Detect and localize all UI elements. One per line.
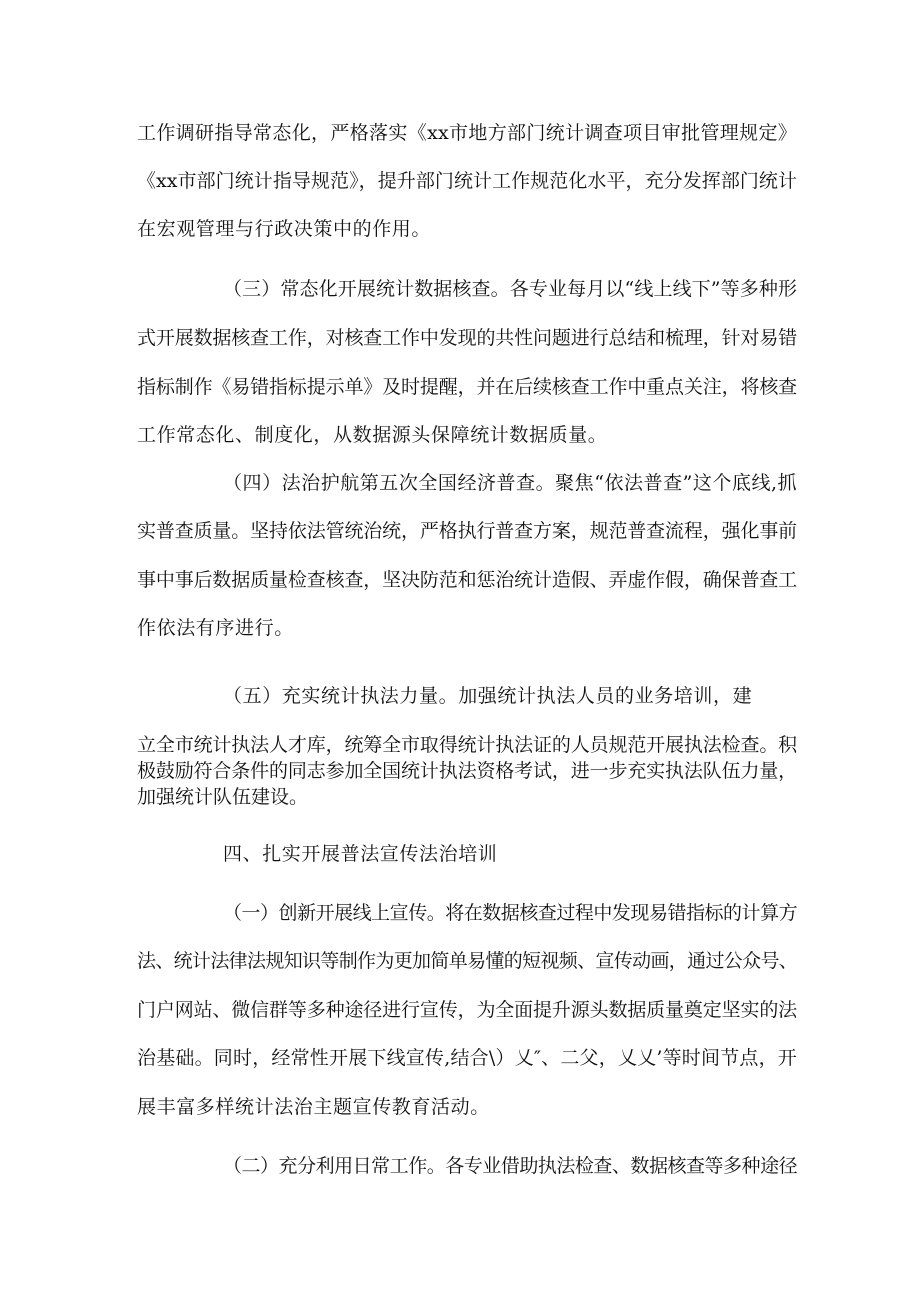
paragraph-first-line: （三）常态化开展统计数据核查。各专业每月以“线上线下”等多种形	[223, 278, 797, 300]
paragraph-first-line: （五）充实统计执法力量。加强统计执法人员的业务培训，建	[223, 685, 753, 707]
text-line: 在宏观管理与行政决策中的作用。	[137, 218, 432, 240]
text-line: 展丰富多样统计法治主题宣传教育活动。	[137, 1096, 490, 1118]
paragraph-first-line: （二）充分利用日常工作。各专业借助执法检查、数据核查等多种途径	[223, 1155, 797, 1177]
text-line: 门户网站、微信群等多种途径进行宣传，为全面提升源头数据质量奠定坚实的法	[137, 999, 797, 1021]
text-line: 《xx市部门统计指导规范》，提升部门统计工作规范化水平，充分发挥部门统计	[137, 170, 797, 192]
text-line: 法、统计法律法规知识等制作为更加简单易懂的短视频、宣传动画，通过公众号、	[137, 950, 797, 972]
paragraph-first-line: （四）法治护航第五次全国经济普查。聚焦“依法普查”这个底线,抓	[223, 472, 797, 494]
text-line: 工作常态化、制度化，从数据源头保障统计数据质量。	[137, 424, 608, 446]
paragraph-first-line: （一）创新开展线上宣传。将在数据核查过程中发现易错指标的计算方	[223, 902, 797, 924]
text-line: 作依法有序进行。	[137, 617, 294, 639]
text-line: 立全市统计执法人才库，统筹全市取得统计执法证的人员规范开展执法检查。积	[137, 734, 797, 756]
text-line: 指标制作《易错指标提示单》及时提醒，并在后续核查工作中重点关注，将核查	[137, 376, 797, 398]
text-line: 式开展数据核查工作，对核查工作中发现的共性问题进行总结和梳理，针对易错	[137, 327, 797, 349]
text-line: 工作调研指导常态化，严格落实《xx市地方部门统计调查项目审批管理规定》	[137, 122, 797, 144]
text-line: 事中事后数据质量检查核查，坚决防范和惩治统计造假、弄虚作假，确保普查工	[137, 569, 797, 591]
section-heading: 四、扎实开展普法宣传法治培训	[223, 843, 498, 865]
text-line: 加强统计队伍建设。	[137, 786, 309, 808]
text-line: 治基础。同时，经常性开展下线宣传,结合\）乂″、二父，乂乂’等时间节点，开	[137, 1047, 797, 1069]
text-line: 极鼓励符合条件的同志参加全国统计执法资格考试，进一步充实执法队伍力量，	[137, 760, 797, 782]
text-line: 实普查质量。坚持依法管统治统，严格执行普查方案，规范普查流程，强化事前	[137, 520, 797, 542]
